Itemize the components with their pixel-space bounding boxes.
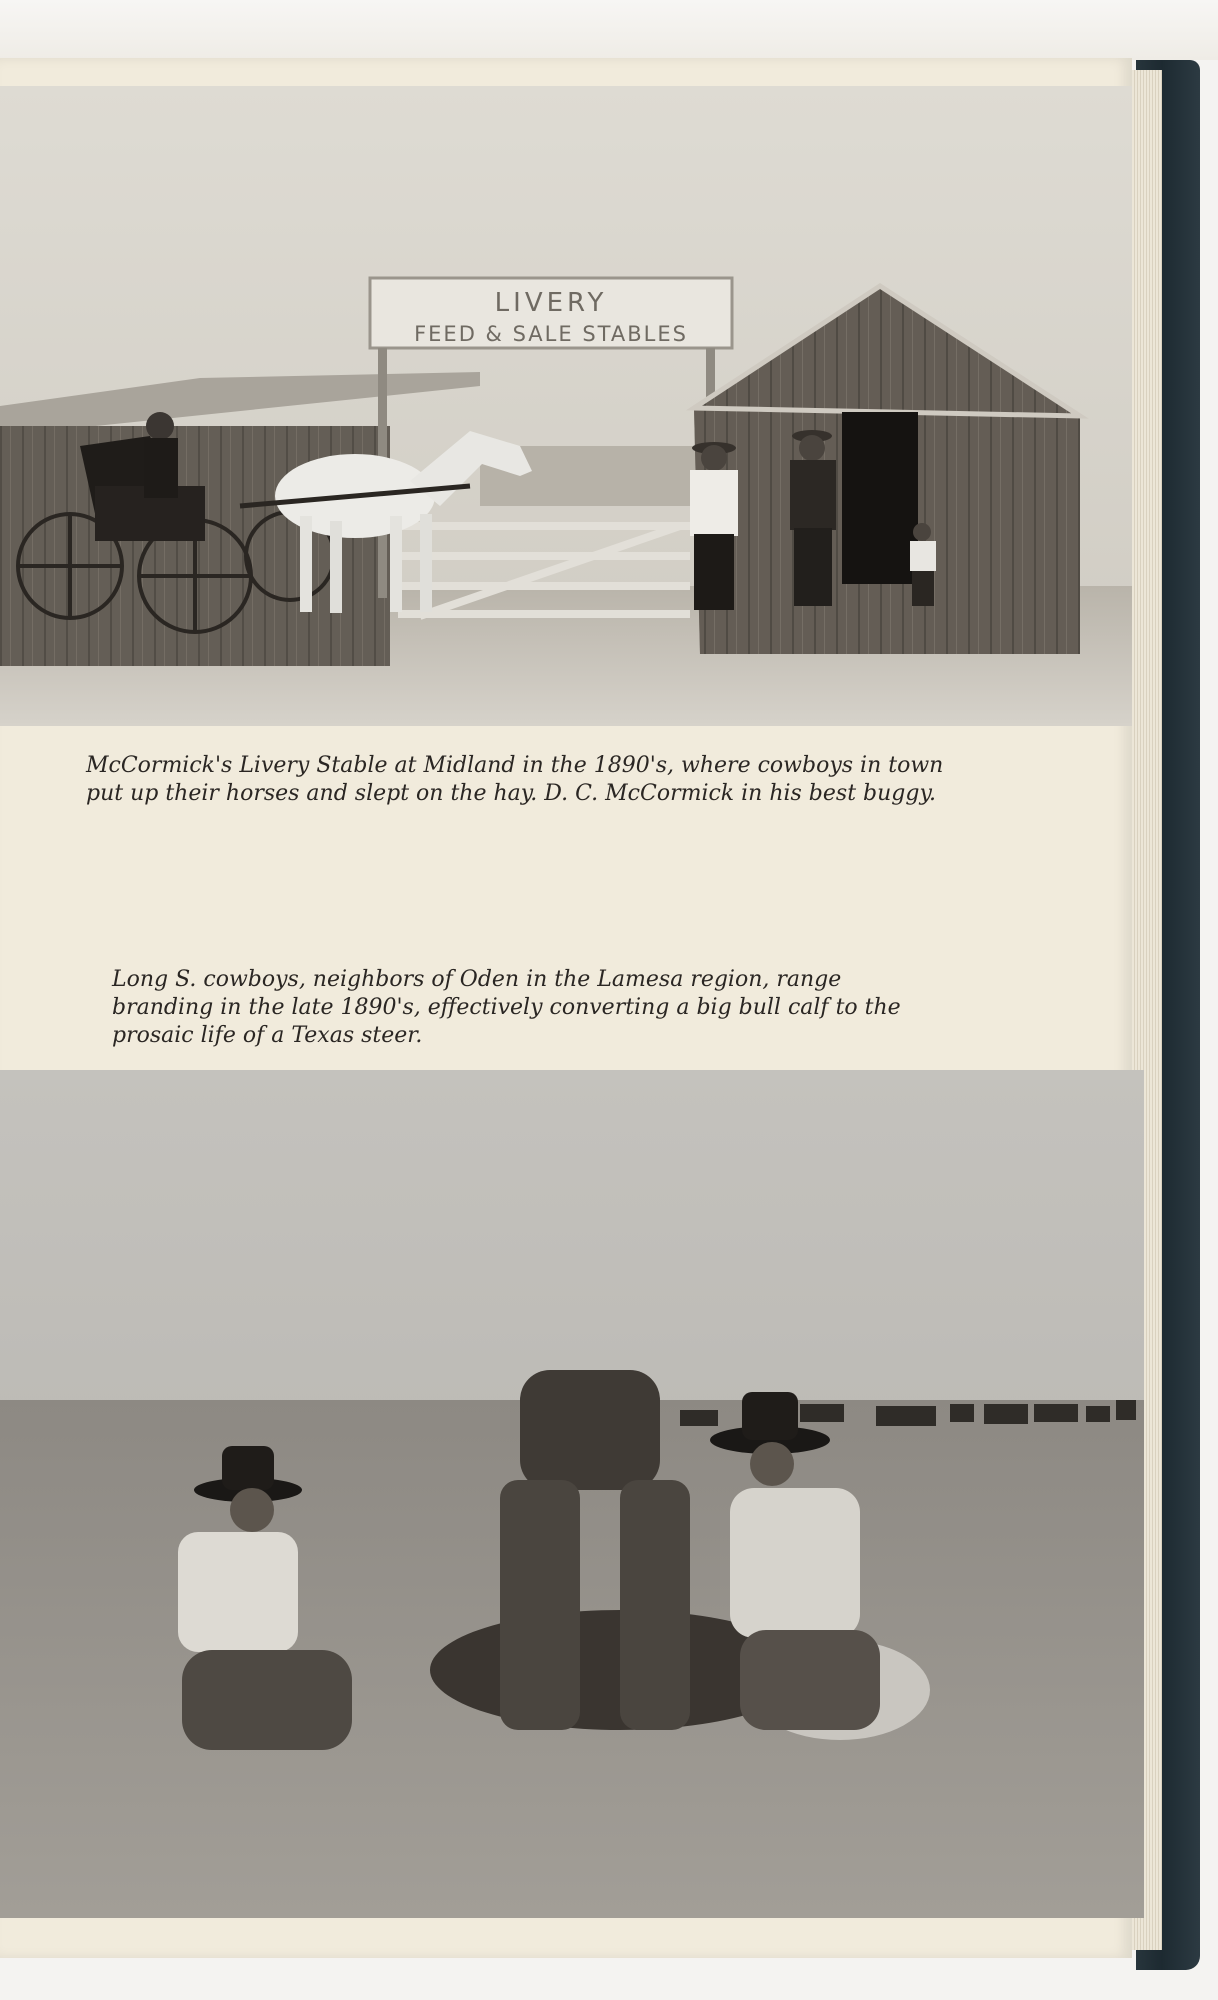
- caption-range-branding: Long S. cowboys, neighbors of Oden in the Lamesa region, range branding in the late 1890's, effectively converting a big bull calf to the prosaic life of a Texas steer.: [112, 967, 901, 1048]
- sign-text-livery: LIVERY: [494, 288, 608, 318]
- sign-text-feed-sale: FEED & SALE STABLES: [414, 322, 688, 346]
- caption-livery-stable: McCormick's Livery Stable at Midland in the 1890's, where cowboys in town put up their horses and slept on the hay. D. C. McCormick in his best buggy.: [86, 753, 944, 806]
- range-branding-photo: [0, 1070, 1144, 1918]
- livery-stable-photo: [0, 86, 1132, 726]
- background-top: [0, 0, 1218, 60]
